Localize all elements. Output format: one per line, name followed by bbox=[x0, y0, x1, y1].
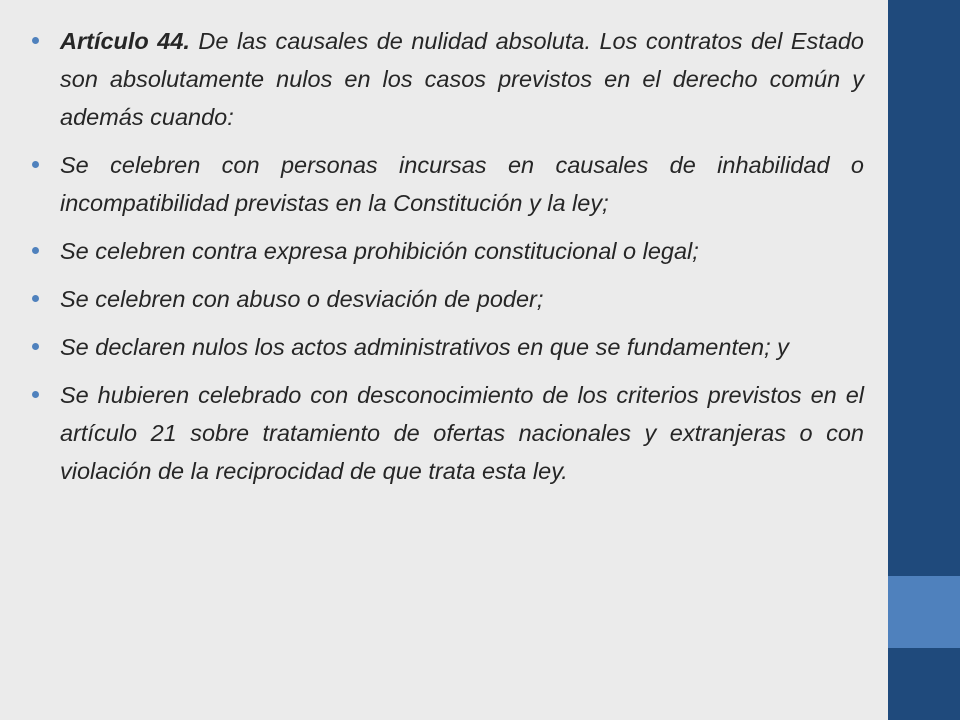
bullet-dot-icon bbox=[32, 37, 39, 44]
bullet-dot-icon bbox=[32, 391, 39, 398]
bullet-dot-icon bbox=[32, 161, 39, 168]
bullet-text: Se declaren nulos los actos administrativos en que se fundamenten; y bbox=[60, 334, 789, 360]
article-title: Artículo 44. bbox=[60, 28, 190, 54]
bullet-text: Se hubieren celebrado con desconocimiento de los criterios previstos en el artículo 21 sobre tratamiento de ofertas nacionales y extranjeras o con violación de la reciprocidad de que trata esta ley. bbox=[60, 382, 864, 484]
bullet-dot-icon bbox=[32, 343, 39, 350]
bullet-list bbox=[28, 22, 864, 500]
bullet-dot-icon bbox=[32, 247, 39, 254]
bullet-text: Se celebren con abuso o desviación de poder; bbox=[60, 286, 544, 312]
bullet-item bbox=[28, 328, 864, 366]
bullet-item bbox=[28, 376, 864, 490]
bullet-text: Se celebren con personas incursas en causales de inhabilidad o incompatibilidad previstas en la Constitución y la ley; bbox=[60, 152, 864, 216]
bullet-item-article bbox=[28, 22, 864, 136]
bullet-item bbox=[28, 280, 864, 318]
right-sidebar-accent-block bbox=[888, 576, 960, 648]
bullet-item bbox=[28, 232, 864, 270]
bullet-dot-icon bbox=[32, 295, 39, 302]
bullet-text: Se celebren contra expresa prohibición constitucional o legal; bbox=[60, 238, 699, 264]
bullet-item bbox=[28, 146, 864, 222]
article-text: De las causales de nulidad absoluta. Los contratos del Estado son absolutamente nulos en los casos previstos en el derecho común y además cuando: bbox=[60, 28, 864, 130]
